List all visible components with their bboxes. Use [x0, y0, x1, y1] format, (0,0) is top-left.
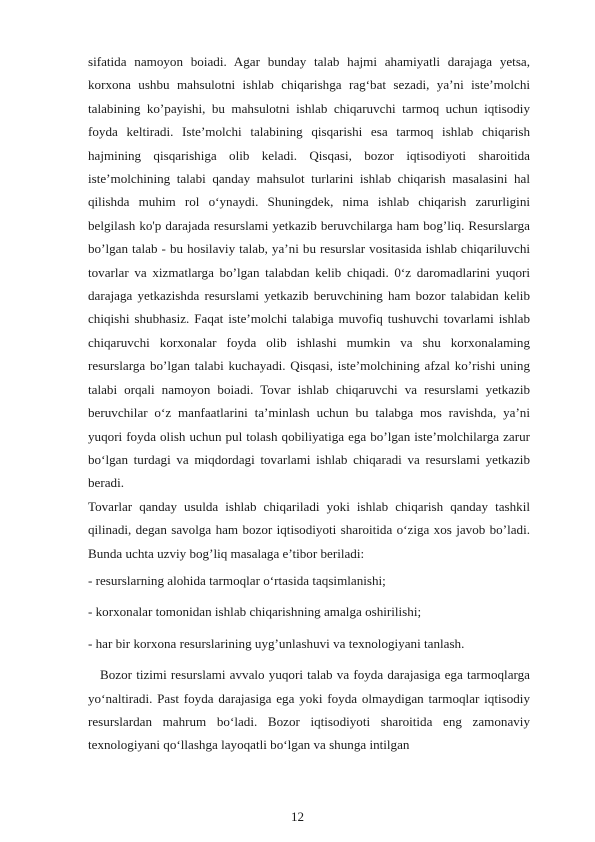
list-item-2: - korxonalar tomonidan ishlab chiqarishning amalga oshirilishi; — [88, 604, 422, 620]
paragraph-2: Tovarlar qanday usulda ishlab chiqariladi yoki ishlab chiqarish qanday tashkil qilinadi, degan savolga ham bozor iqtisodiyoti sharoitida o‘ziga xos javob bo’ladi. Bunda uchta uzviy bog’liq masalaga e’tibor beriladi: — [88, 498, 530, 561]
paragraph-1: sifatida namoyon boiadi. Agar bunday talab hajmi ahamiyatli darajaga yetsa, korxona ushbu mahsulotni ishlab chiqarishga rag‘bat sezadi, ya’ni iste’molchi talabining ko’payishi, bu mahsulotni ishlab chiqaruvchi tarmoq uchun iqtisodiy foyda keltiradi. Iste’molchi talabining qisqarishi esa tarmoq ishlab chiqarish hajmining qisqarishiga olib keladi. Qisqasi, bozor iqtisodiyoti sharoitida iste’molchining talabi qanday mahsulot turlarini ishlab chiqarish masalasini hal qilishda muhim rol o‘ynaydi. Shuningdek, nima ishlab chiqarish zarurligini belgilash ko'p darajada resurslami yetkazib beruvchilarga ham bog’liq. Resurslarga bo’lgan talab - bu hosilaviy talab, ya’ni bu resurslar vositasida ishlab chiqariluvchi tovarlar va xizmatlarga bo’lgan talabdan kelib chiqadi. 0‘z daromadlarini yuqori darajaga yetkazishda resurslami yetkazib beruvchining ham bozor talabidan kelib chiqishi shubhasiz. Faqat iste’molchi talabiga muvofiq tushuvchi tovarlami ishlab chiqaruvchi korxonalar foyda olib ishlashi mumkin va shu korxonalaming resurslarga bo’lgan talabi kuchayadi. Qisqasi, iste’molchining afzal ko’rishi uning talabi orqali namoyon boiadi. Tovar ishlab chiqaruvchi va resurslami yetkazib beruvchilar o‘z manfaatlarini ta’minlash uchun bu talabga mos ravishda, ya’ni yuqori foyda olish uchun pul tolash qobiliyatiga ega bo’lgan iste’molchilarga zarur bo‘lgan turdagi va miqdordagi tovarlami ishlab chiqaradi va resurslami yetkazib beradi. — [88, 54, 530, 491]
page-number: 12 — [290, 809, 305, 824]
paragraph-3: Bozor tizimi resurslami avvalo yuqori talab va foyda darajasiga ega tarmoqlarga yo‘naltiradi. Past foyda darajasiga ega yoki foyda olmaydigan tarmoqlar iqtisodiy resurslardan mahrum bo‘ladi. Bozor iqtisodiyoti sharoitida eng zamonaviy texnologiyani qo‘llashga layoqatli bo‘lgan va shunga intilgan — [88, 667, 530, 753]
body-text — [88, 50, 530, 757]
list-item-3: - har bir korxona resurslarining uyg’unlashuvi va texnologiyani tanlash. — [88, 635, 465, 651]
list-item-1: - resurslarning alohida tarmoqlar o‘rtasida taqsimlanishi; — [88, 572, 386, 588]
